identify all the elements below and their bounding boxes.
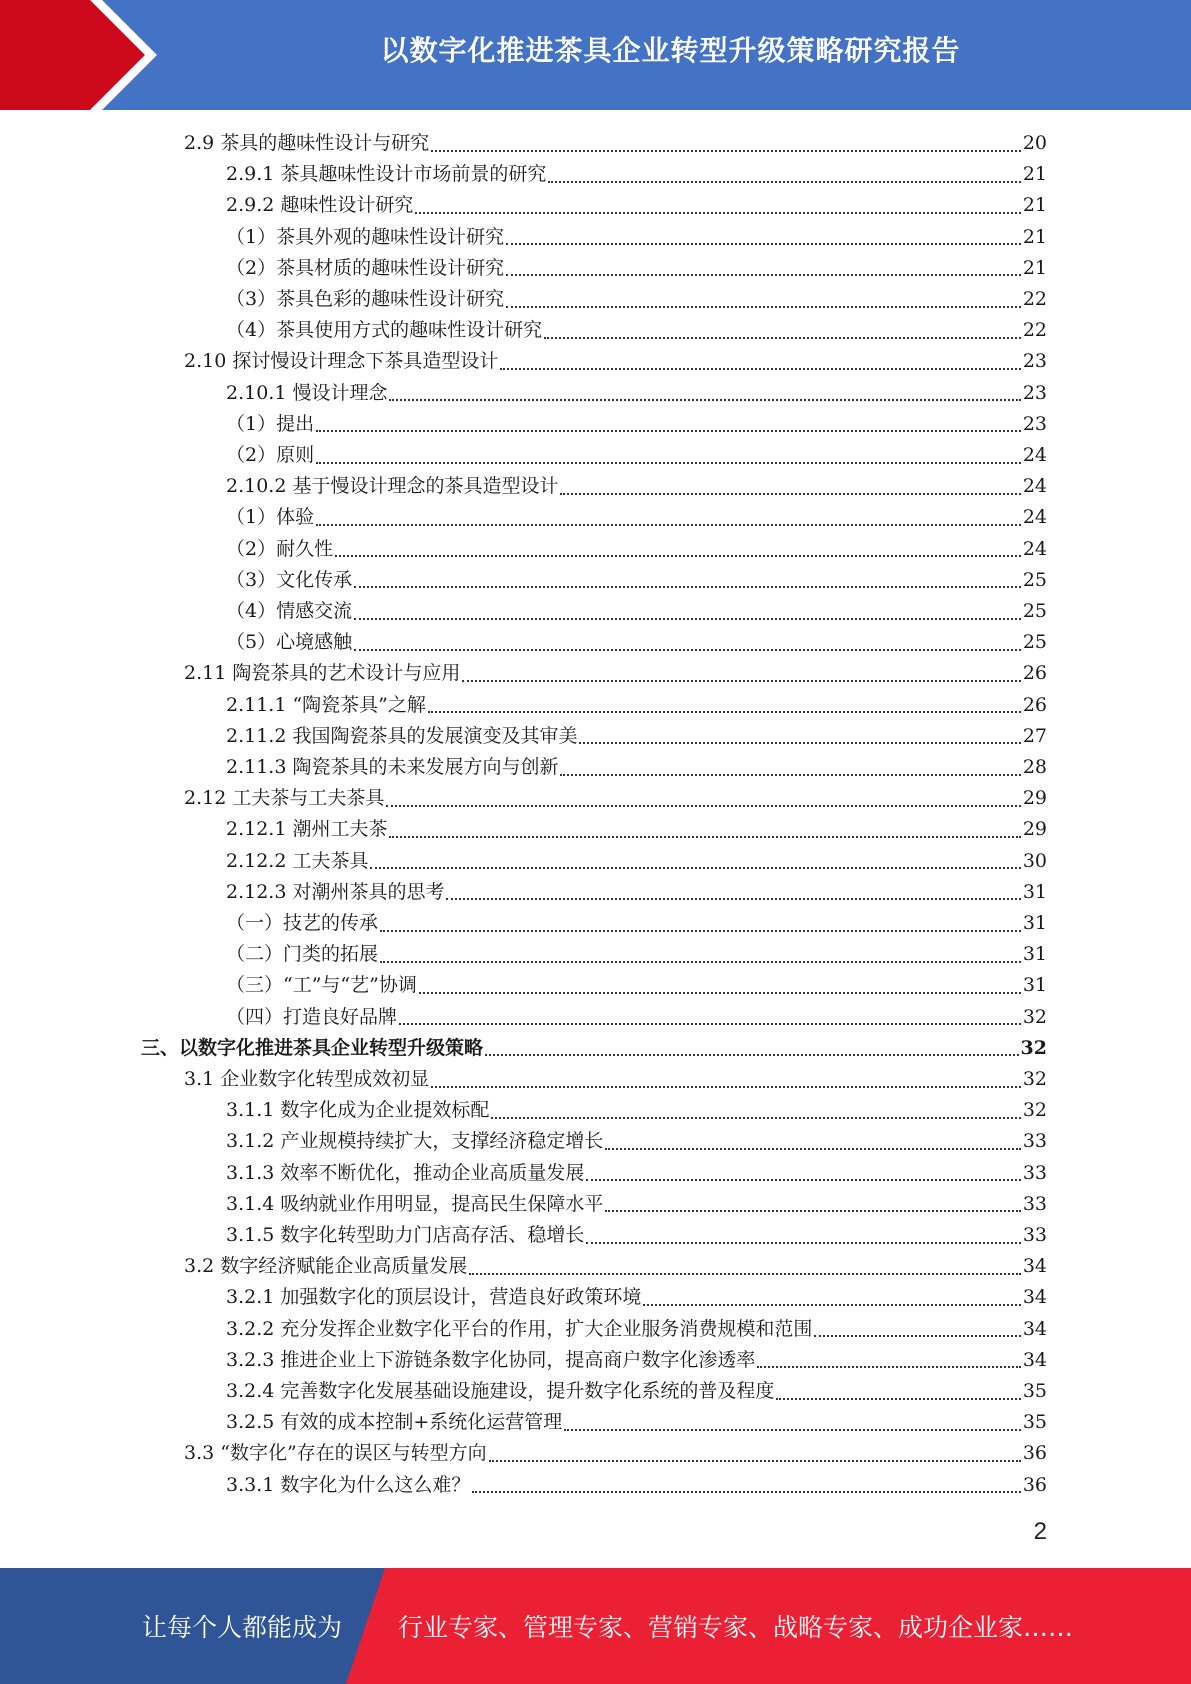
toc-entry[interactable] bbox=[226, 190, 1047, 221]
toc-dot-leader bbox=[500, 368, 1020, 370]
toc-entry-page: 24 bbox=[1022, 475, 1047, 498]
toc-entry-page: 32 bbox=[1022, 1068, 1047, 1090]
toc-dot-leader bbox=[506, 306, 1021, 308]
toc-entry-page: 36 bbox=[1022, 1473, 1047, 1496]
toc-entry[interactable] bbox=[226, 284, 1047, 315]
toc-entry[interactable] bbox=[226, 877, 1047, 908]
toc-dot-leader bbox=[814, 1335, 1020, 1337]
toc-entry[interactable] bbox=[184, 346, 1047, 377]
toc-entry-page: 22 bbox=[1022, 319, 1047, 342]
toc-dot-leader bbox=[431, 1086, 1021, 1088]
toc-entry[interactable] bbox=[226, 846, 1047, 877]
page-number: 2 bbox=[1033, 1518, 1047, 1545]
toc-entry[interactable] bbox=[184, 783, 1047, 814]
toc-dot-leader bbox=[446, 898, 1020, 900]
toc-entry-page: 20 bbox=[1022, 132, 1047, 154]
toc-entry-label: 2.12.2 工夫茶具 bbox=[226, 849, 369, 872]
toc-entry-page: 21 bbox=[1022, 163, 1047, 186]
toc-dot-leader bbox=[316, 430, 1021, 432]
toc-entry[interactable] bbox=[226, 409, 1047, 440]
toc-entry-page: 33 bbox=[1022, 1161, 1047, 1184]
toc-entry[interactable] bbox=[184, 128, 1047, 159]
toc-entry-page: 35 bbox=[1022, 1380, 1047, 1402]
toc-entry[interactable] bbox=[226, 814, 1047, 845]
toc-dot-leader bbox=[370, 867, 1020, 869]
toc-entry[interactable] bbox=[226, 1126, 1047, 1157]
toc-entry-label: 2.12.1 潮州工夫茶 bbox=[226, 818, 388, 841]
toc-entry[interactable] bbox=[226, 1002, 1047, 1033]
toc-entry[interactable] bbox=[226, 471, 1047, 502]
toc-entry-label: 2.10 探讨慢设计理念下茶具造型设计 bbox=[184, 350, 499, 373]
toc-entry-label: 3.1.1 数字化成为企业提效标配 bbox=[226, 1099, 490, 1122]
toc-entry[interactable] bbox=[226, 690, 1047, 721]
toc-entry-page: 21 bbox=[1022, 225, 1047, 248]
toc-dot-leader bbox=[462, 680, 1020, 682]
toc-entry-label: 3.1.2 产业规模持续扩大，支撑经济稳定增长 bbox=[226, 1130, 604, 1153]
toc-entry-label: 3.2.3 推进企业上下游链条数字化协同，提高商户数字化渗透率 bbox=[226, 1348, 756, 1371]
toc-entry-page: 27 bbox=[1022, 724, 1047, 747]
toc-entry-label: 2.10.2 基于慢设计理念的茶具造型设计 bbox=[226, 475, 559, 498]
toc-entry[interactable] bbox=[226, 1470, 1047, 1501]
toc-entry-page: 28 bbox=[1022, 756, 1047, 778]
toc-dot-leader bbox=[354, 649, 1021, 651]
toc-entry-label: 2.9.2 趣味性设计研究 bbox=[226, 194, 414, 217]
toc-entry[interactable] bbox=[226, 565, 1047, 596]
toc-entry-label: （2）原则 bbox=[226, 444, 315, 466]
toc-entry[interactable] bbox=[226, 1376, 1047, 1407]
toc-dot-leader bbox=[485, 1054, 1019, 1056]
toc-entry-label: 2.11.1 “陶瓷茶具”之解 bbox=[226, 693, 426, 716]
toc-entry-label: （四）打造良好品牌 bbox=[226, 1005, 398, 1028]
toc-dot-leader bbox=[354, 618, 1021, 620]
toc-entry[interactable] bbox=[226, 534, 1047, 565]
toc-entry-page: 25 bbox=[1022, 631, 1047, 654]
toc-entry-label: （5）心境感触 bbox=[226, 631, 353, 654]
toc-entry-page: 23 bbox=[1022, 350, 1047, 373]
toc-dot-leader bbox=[428, 711, 1021, 713]
toc-entry-page: 25 bbox=[1022, 568, 1047, 591]
toc-entry-page: 32 bbox=[1022, 1099, 1047, 1122]
toc-dot-leader bbox=[548, 181, 1020, 183]
toc-entry-page: 21 bbox=[1022, 256, 1047, 279]
toc-entry-label: 3.2.5 有效的成本控制+系统化运营管理 bbox=[226, 1411, 563, 1434]
report-title: 以数字化推进茶具企业转型升级策略研究报告 bbox=[380, 34, 961, 67]
toc-entry-label: 3.1 企业数字化转型成效初显 bbox=[184, 1068, 430, 1090]
toc-entry-label: （1）提出 bbox=[226, 412, 315, 435]
toc-entry-page: 31 bbox=[1022, 943, 1047, 966]
toc-entry-page: 29 bbox=[1022, 787, 1047, 810]
toc-entry[interactable] bbox=[226, 315, 1047, 346]
toc-dot-leader bbox=[354, 586, 1021, 588]
toc-entry-label: （3）茶具色彩的趣味性设计研究 bbox=[226, 288, 505, 310]
toc-entry-page: 35 bbox=[1022, 1411, 1047, 1434]
toc-dot-leader bbox=[431, 150, 1021, 152]
page-header bbox=[0, 0, 1191, 110]
toc-entry-label: 3.1.5 数字化转型助力门店高存活、稳增长 bbox=[226, 1224, 585, 1246]
toc-entry-page: 25 bbox=[1022, 600, 1047, 622]
toc-dot-leader bbox=[776, 1398, 1020, 1400]
toc-entry[interactable] bbox=[226, 502, 1047, 533]
toc-entry-page: 24 bbox=[1022, 537, 1047, 560]
toc-entry[interactable] bbox=[226, 1345, 1047, 1376]
toc-entry-page: 33 bbox=[1022, 1130, 1047, 1153]
toc-entry-label: 2.12 工夫茶与工夫茶具 bbox=[184, 787, 385, 810]
toc-entry-page: 30 bbox=[1022, 849, 1047, 872]
toc-entry-label: 3.3.1 数字化为什么这么难？ bbox=[226, 1473, 471, 1496]
toc-entry-page: 31 bbox=[1022, 880, 1047, 903]
toc-entry-label: （三）“工”与“艺”协调 bbox=[226, 974, 417, 997]
toc-entry-label: 3.1.4 吸纳就业作用明显，提高民生保障水平 bbox=[226, 1192, 604, 1215]
toc-entry[interactable] bbox=[226, 908, 1047, 939]
toc-entry-label: 2.11.3 陶瓷茶具的未来发展方向与创新 bbox=[226, 756, 559, 778]
toc-dot-leader bbox=[399, 1023, 1021, 1025]
toc-entry-label: （2）耐久性 bbox=[226, 537, 334, 560]
toc-dot-leader bbox=[489, 1460, 1021, 1462]
toc-dot-leader bbox=[544, 337, 1021, 339]
toc-dot-leader bbox=[472, 1491, 1020, 1493]
toc-entry-label: （1）茶具外观的趣味性设计研究 bbox=[226, 225, 505, 248]
toc-dot-leader bbox=[506, 243, 1021, 245]
toc-entry[interactable] bbox=[226, 1314, 1047, 1345]
toc-entry-page: 32 bbox=[1022, 1005, 1047, 1028]
toc-entry-page: 33 bbox=[1022, 1192, 1047, 1215]
toc-entry-page: 34 bbox=[1022, 1317, 1047, 1340]
toc-dot-leader bbox=[605, 1210, 1020, 1212]
toc-entry[interactable] bbox=[226, 440, 1047, 471]
toc-dot-leader bbox=[560, 774, 1020, 776]
toc-entry[interactable] bbox=[226, 970, 1047, 1001]
toc-entry-page: 32 bbox=[1020, 1036, 1047, 1059]
toc-dot-leader bbox=[389, 399, 1020, 401]
toc-dot-leader bbox=[389, 836, 1020, 838]
toc-dot-leader bbox=[643, 1304, 1020, 1306]
toc-dot-leader bbox=[380, 961, 1021, 963]
toc-entry-label: 2.10.1 慢设计理念 bbox=[226, 381, 388, 404]
toc-entry-label: 三、以数字化推进茶具企业转型升级策略 bbox=[141, 1036, 484, 1059]
toc-entry[interactable] bbox=[184, 1064, 1047, 1095]
toc-dot-leader bbox=[386, 805, 1020, 807]
toc-entry-label: （二）门类的拓展 bbox=[226, 943, 379, 966]
toc-entry-page: 33 bbox=[1022, 1224, 1047, 1246]
toc-entry-label: 2.12.3 对潮州茶具的思考 bbox=[226, 880, 445, 903]
toc-entry[interactable] bbox=[226, 1158, 1047, 1189]
toc-dot-leader bbox=[491, 1117, 1020, 1119]
toc-dot-leader bbox=[757, 1366, 1020, 1368]
toc-entry[interactable] bbox=[184, 1251, 1047, 1282]
toc-entry[interactable] bbox=[141, 1033, 1047, 1064]
footer-slogan-left: 让每个人都能成为 bbox=[142, 1613, 343, 1642]
toc-dot-leader bbox=[316, 462, 1021, 464]
toc-dot-leader bbox=[335, 555, 1021, 557]
toc-entry-page: 26 bbox=[1022, 693, 1047, 716]
toc-entry[interactable] bbox=[226, 159, 1047, 190]
toc-entry-page: 26 bbox=[1022, 662, 1047, 685]
toc-entry-label: （3）文化传承 bbox=[226, 568, 353, 591]
toc-dot-leader bbox=[586, 1242, 1020, 1244]
toc-entry-page: 21 bbox=[1022, 194, 1047, 217]
toc-entry-page: 23 bbox=[1022, 412, 1047, 435]
toc-entry[interactable] bbox=[226, 939, 1047, 970]
toc-entry[interactable] bbox=[226, 752, 1047, 783]
toc-entry[interactable] bbox=[226, 1407, 1047, 1438]
toc-entry-label: 3.2 数字经济赋能企业高质量发展 bbox=[184, 1255, 468, 1278]
toc-entry-page: 29 bbox=[1022, 818, 1047, 841]
toc-entry-label: 3.1.3 效率不断优化，推动企业高质量发展 bbox=[226, 1161, 585, 1184]
toc-entry-page: 36 bbox=[1022, 1442, 1047, 1465]
toc-entry[interactable] bbox=[226, 222, 1047, 253]
toc-dot-leader bbox=[579, 742, 1020, 744]
toc-dot-leader bbox=[316, 524, 1021, 526]
toc-entry-label: （一）技艺的传承 bbox=[226, 912, 379, 934]
toc-entry-label: 2.9.1 茶具趣味性设计市场前景的研究 bbox=[226, 163, 547, 186]
toc-entry[interactable] bbox=[184, 1438, 1047, 1469]
toc-entry[interactable] bbox=[226, 253, 1047, 284]
toc-dot-leader bbox=[564, 1429, 1021, 1431]
footer-slogan-right: 行业专家、管理专家、营销专家、战略专家、成功企业家…… bbox=[398, 1613, 1074, 1642]
toc-entry-page: 34 bbox=[1022, 1255, 1047, 1278]
toc-dot-leader bbox=[586, 1179, 1020, 1181]
toc-entry[interactable] bbox=[226, 1189, 1047, 1220]
toc-entry-page: 31 bbox=[1022, 912, 1047, 934]
toc-dot-leader bbox=[415, 212, 1020, 214]
toc-entry-label: 2.11.2 我国陶瓷茶具的发展演变及其审美 bbox=[226, 724, 578, 747]
toc-entry-page: 34 bbox=[1022, 1286, 1047, 1309]
toc-entry-label: 3.2.4 完善数字化发展基础设施建设，提升数字化系统的普及程度 bbox=[226, 1380, 775, 1402]
toc-entry-label: 2.9 茶具的趣味性设计与研究 bbox=[184, 132, 430, 154]
toc-entry-label: （1）体验 bbox=[226, 506, 315, 529]
toc-entry-label: （2）茶具材质的趣味性设计研究 bbox=[226, 256, 505, 279]
toc-entry-label: 3.2.2 充分发挥企业数字化平台的作用，扩大企业服务消费规模和范围 bbox=[226, 1317, 813, 1340]
toc-dot-leader bbox=[419, 992, 1021, 994]
toc-entry-label: 3.3 “数字化”存在的误区与转型方向 bbox=[184, 1442, 487, 1465]
toc-entry-page: 23 bbox=[1022, 381, 1047, 404]
toc-entry[interactable] bbox=[226, 378, 1047, 409]
toc-entry[interactable] bbox=[226, 1220, 1047, 1251]
toc-entry-page: 22 bbox=[1022, 288, 1047, 310]
toc-dot-leader bbox=[469, 1273, 1021, 1275]
toc-dot-leader bbox=[605, 1148, 1020, 1150]
toc-entry-page: 24 bbox=[1022, 506, 1047, 529]
toc-entry[interactable] bbox=[184, 658, 1047, 689]
toc-entry[interactable] bbox=[226, 1095, 1047, 1126]
page-footer bbox=[0, 1568, 1191, 1684]
toc-dot-leader bbox=[506, 274, 1021, 276]
toc-entry-page: 24 bbox=[1022, 444, 1047, 466]
toc-entry[interactable] bbox=[226, 596, 1047, 627]
toc-entry[interactable] bbox=[226, 1282, 1047, 1313]
toc-entry-label: 3.2.1 加强数字化的顶层设计，营造良好政策环境 bbox=[226, 1286, 642, 1309]
toc-entry-label: （4）情感交流 bbox=[226, 600, 353, 622]
toc-entry[interactable] bbox=[226, 627, 1047, 658]
toc-entry-label: 2.11 陶瓷茶具的艺术设计与应用 bbox=[184, 662, 461, 685]
toc-dot-leader bbox=[560, 493, 1020, 495]
toc-dot-leader bbox=[380, 930, 1021, 932]
toc-entry-page: 31 bbox=[1022, 974, 1047, 997]
toc-entry-page: 34 bbox=[1022, 1348, 1047, 1371]
toc-entry-label: （4）茶具使用方式的趣味性设计研究 bbox=[226, 319, 543, 342]
toc-entry[interactable] bbox=[226, 721, 1047, 752]
